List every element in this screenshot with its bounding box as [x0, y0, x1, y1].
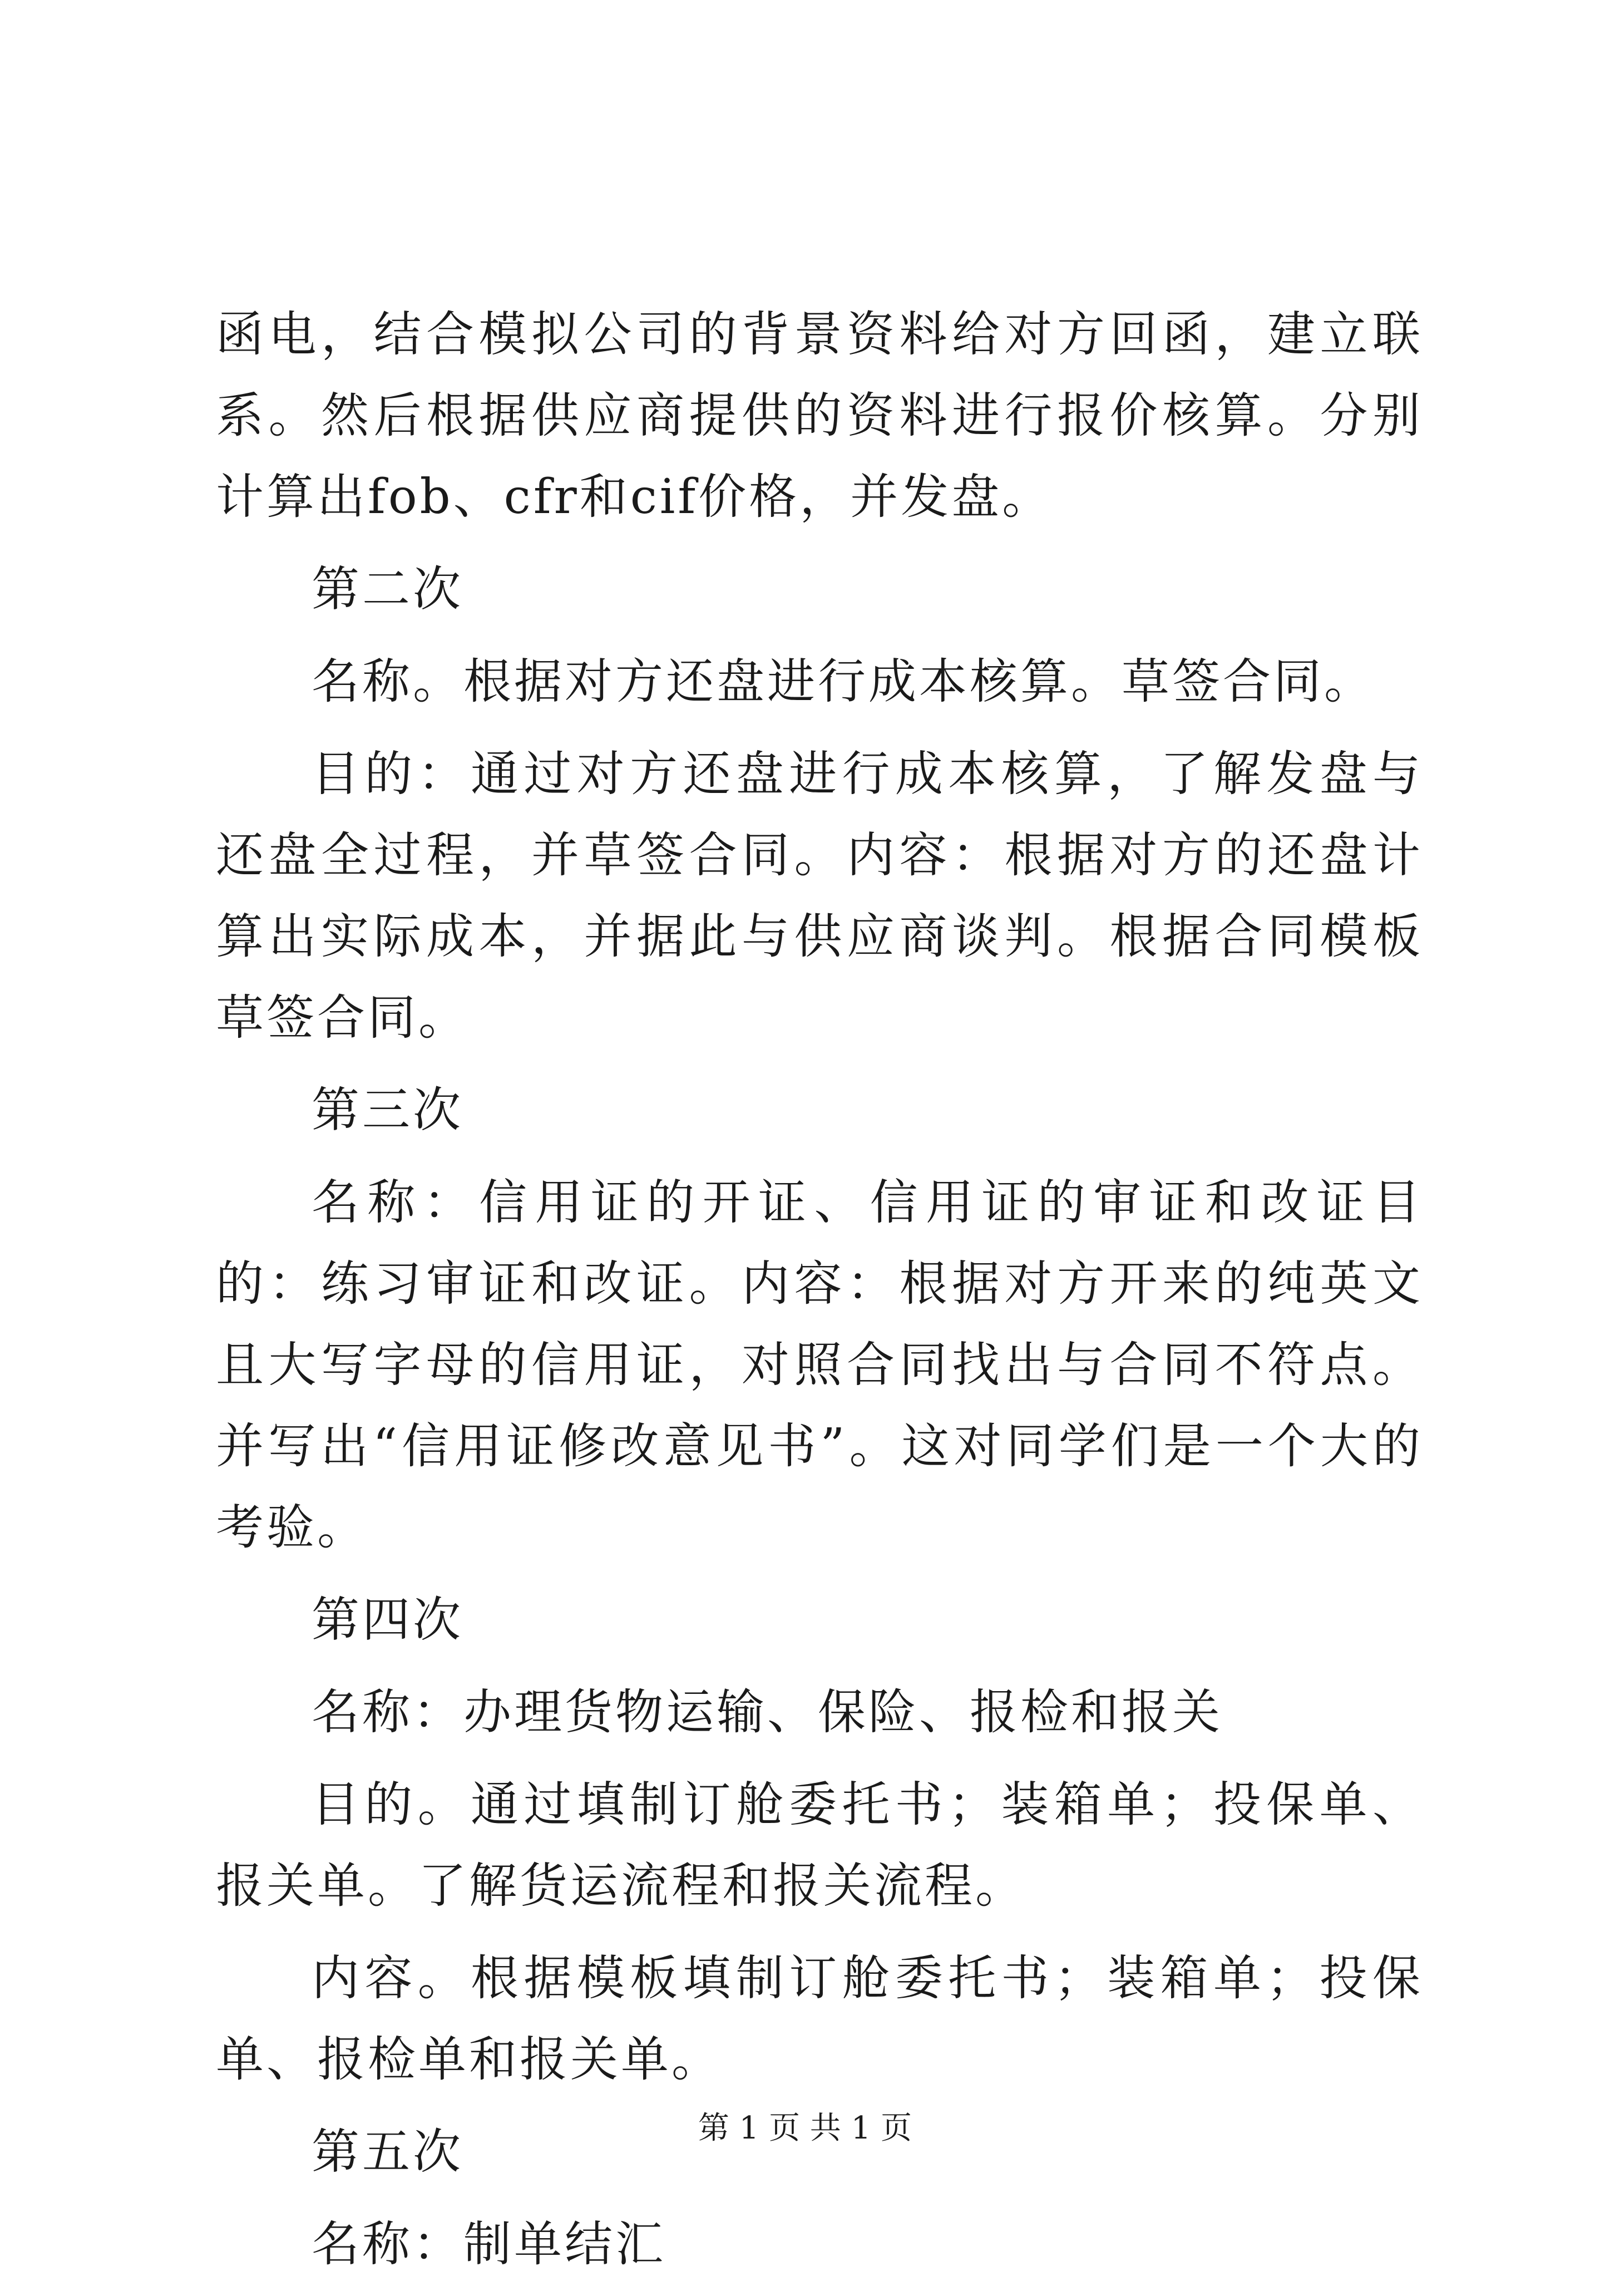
document-body [216, 294, 1423, 2296]
paragraph-name-second: 名称。根据对方还盘进行成本核算。草签合同。 [312, 654, 1375, 710]
paragraph-name-fourth: 名称：办理货物运输、保险、报检和报关 [312, 1684, 1223, 1740]
section-heading-second: 第二次 [312, 561, 463, 617]
section-heading-third: 第三次 [312, 1082, 463, 1138]
paragraph-name-fifth: 名称：制单结汇 [312, 2216, 666, 2272]
section-heading-fourth: 第四次 [312, 1592, 463, 1648]
paragraph-content-fourth: 内容。根据模板填制订舱委托书；装箱单；投保单、报检单和报关单。 [216, 1950, 1423, 2087]
section-heading-fifth: 第五次 [312, 2124, 463, 2180]
paragraph-purpose-second: 目的：通过对方还盘进行成本核算，了解发盘与还盘全过程，并草签合同。内容：根据对方的还盘计算出实际成本，并据此与供应商谈判。根据合同模板草签合同。 [216, 746, 1423, 1046]
paragraph-continuation: 函电，结合模拟公司的背景资料给对方回函，建立联系。然后根据供应商提供的资料进行报价核算。分别计算出fob、cfr和cif价格，并发盘。 [216, 307, 1423, 525]
page-footer: 第 1 页 共 1 页 [698, 2110, 912, 2146]
paragraph-purpose-fourth: 目的。通过填制订舱委托书；装箱单；投保单、报关单。了解货运流程和报关流程。 [216, 1777, 1423, 1914]
paragraph-name-third: 名称：信用证的开证、信用证的审证和改证目的：练习审证和改证。内容：根据对方开来的纯英文且大写字母的信用证，对照合同找出与合同不符点。并写出“信用证修改意见书”。这对同学们是一个大的考验。 [216, 1175, 1423, 1555]
